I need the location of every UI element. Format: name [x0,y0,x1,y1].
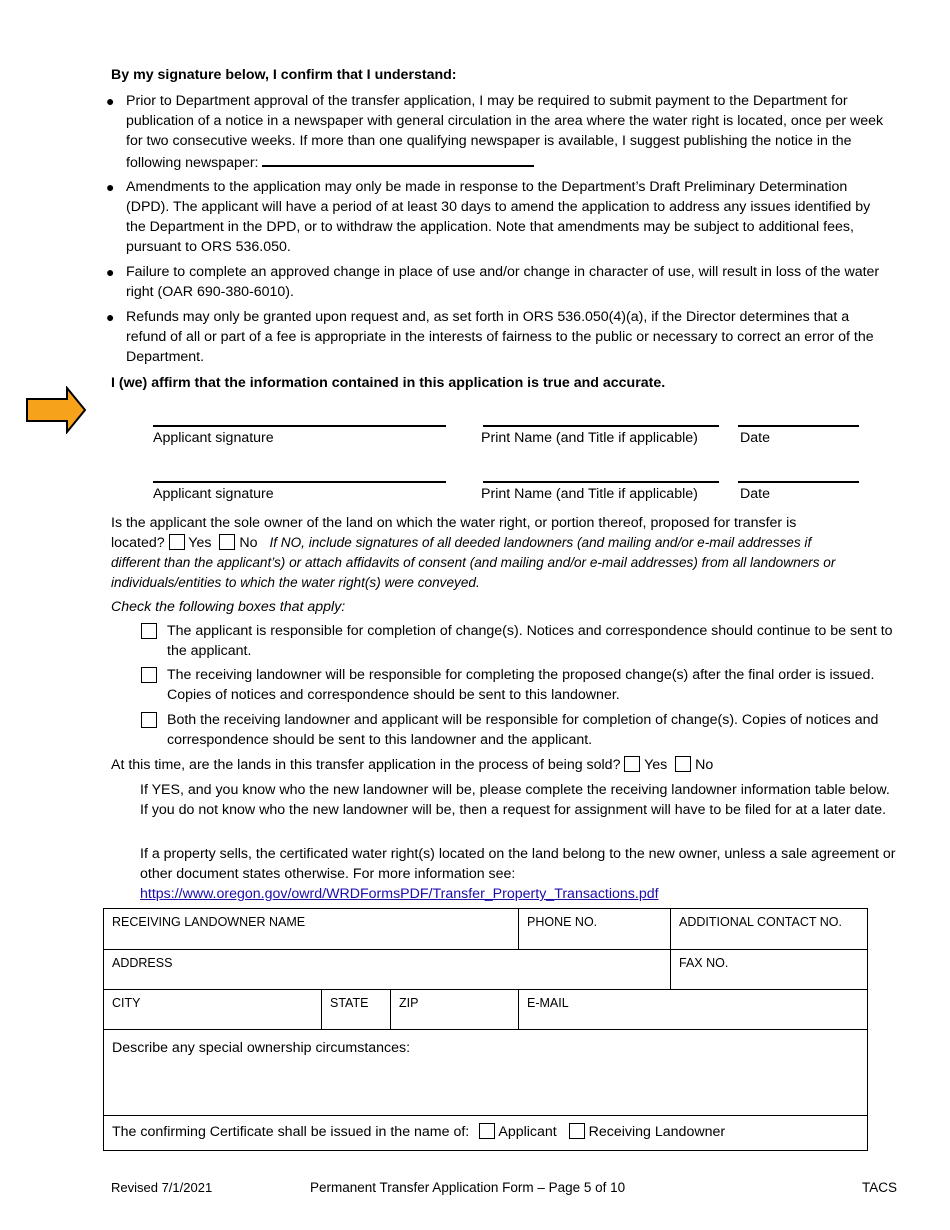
applicant-signature-line[interactable] [153,425,446,427]
footer-page: Permanent Transfer Application Form – Page 5 of 10 [310,1180,626,1195]
state-cell[interactable]: STATE [322,990,391,1030]
arrow-right-icon [26,386,88,434]
print-name-label: Print Name (and Title if applicable) [481,430,698,446]
sale-if-yes-text: If YES, and you know who the new landowner will be, please complete the receiving landowner information table below. If you do not know who the new landowner will be, then a request for assignment will have to be filed for at a later date. [140,782,890,818]
bullet-item: Amendments to the application may only be made in response to the Department’s Draft Preliminary Determination (DPD). The applicant will have a period of at least 30 days to amend the application to address any issues identified by the Department in the DPD, or to withdraw the application. Note that amendments may be subject to additional fees, pursuant to ORS 536.050. [126,179,871,255]
additional-contact-cell[interactable]: ADDITIONAL CONTACT NO. [671,909,868,950]
print-name-label: Print Name (and Title if applicable) [481,486,698,502]
phone-cell[interactable]: PHONE NO. [519,909,671,950]
bullet-item: Failure to complete an approved change in place of use and/or change in character of use, will result in loss of the water right (OAR 690-380-6010). [126,264,880,300]
check-option-checkbox[interactable] [141,712,157,728]
certificate-receiving-landowner-checkbox[interactable] [569,1123,585,1139]
bullet-item: Refunds may only be granted upon request and, as set forth in ORS 536.050(4)(a), if the Director determines that a refund of all or part of a fee is appropriate in the interests of fairness to the public or necessary to correct an error of the Department. [126,309,874,365]
property-sells-text: If a property sells, the certificated water right(s) located on the land belong to the new owner, unless a sale agreement or other document states otherwise. For more information see: [140,846,896,882]
confirm-heading: By my signature below, I confirm that I understand: [111,67,457,83]
footer-revised: Revised 7/1/2021 [111,1180,213,1195]
fax-cell[interactable]: FAX NO. [671,950,868,990]
check-heading: Check the following boxes that apply: [111,599,346,615]
sole-owner-answer-line: located? Yes No If NO, include signatures of all deeded landowners (and mailing and/or e-mail addresses if [111,535,812,551]
certificate-applicant-checkbox[interactable] [479,1123,495,1139]
footer-code: TACS [862,1180,898,1195]
certificate-name-cell: The confirming Certificate shall be issued in the name of: Applicant Receiving Landowner [104,1116,868,1151]
check-option-checkbox[interactable] [141,667,157,683]
sole-owner-no-checkbox[interactable] [219,534,235,550]
applicant-signature-label: Applicant signature [153,430,274,446]
sale-yes-checkbox[interactable] [624,756,640,772]
applicant-signature-line[interactable] [153,481,446,483]
check-option-checkbox[interactable] [141,623,157,639]
date-label: Date [740,486,770,502]
sale-question-line: At this time, are the lands in this transfer application in the process of being sold? Yes No [111,757,714,773]
zip-cell[interactable]: ZIP [391,990,519,1030]
bullet-icon: ● [106,93,115,109]
date-line[interactable] [738,425,859,427]
sole-owner-yes-checkbox[interactable] [169,534,185,550]
sole-owner-question: Is the applicant the sole owner of the land on which the water right, or portion thereof, proposed for transfer is [111,515,797,531]
bullet-icon: ● [106,309,115,325]
sale-no-checkbox[interactable] [675,756,691,772]
sole-owner-instruction-cont: different than the applicant’s) or attach affidavits of consent (and mailing and/or e-mail addresses) from all landowners or individuals/entities to which the water right(s) were conveyed. [111,555,836,590]
special-circumstances-cell[interactable]: Describe any special ownership circumstances: [104,1030,868,1116]
affirm-statement: I (we) affirm that the information contained in this application is true and accurate. [111,375,666,391]
bullet-icon: ● [106,179,115,195]
date-line[interactable] [738,481,859,483]
transfer-property-link[interactable] [140,884,659,904]
bullet-item: Prior to Department approval of the transfer application, I may be required to submit payment to the Department for publication of a notice in a newspaper with general circulation in the area where the water right is located, once per week for two consecutive weeks. If more than one qualifying newspaper is available, I suggest publishing the notice in the following newspaper: [126,93,884,171]
transfer-property-link-text[interactable]: https://www.oregon.gov/owrd/WRDFormsPDF/Transfer_Property_Transactions.pdf [140,886,659,902]
address-cell[interactable]: ADDRESS [104,950,671,990]
print-name-line[interactable] [483,425,719,427]
applicant-signature-label: Applicant signature [153,486,274,502]
receiving-name-cell[interactable]: RECEIVING LANDOWNER NAME [104,909,519,950]
date-label: Date [740,430,770,446]
print-name-line[interactable] [483,481,719,483]
sole-owner-instruction: If NO, include signatures of all deeded landowners (and mailing and/or e-mail addresses if [269,535,812,550]
newspaper-blank[interactable] [262,151,534,167]
bullet-icon: ● [106,264,115,280]
email-cell[interactable]: E-MAIL [519,990,868,1030]
receiving-landowner-table [103,908,868,1151]
city-cell[interactable]: CITY [104,990,322,1030]
